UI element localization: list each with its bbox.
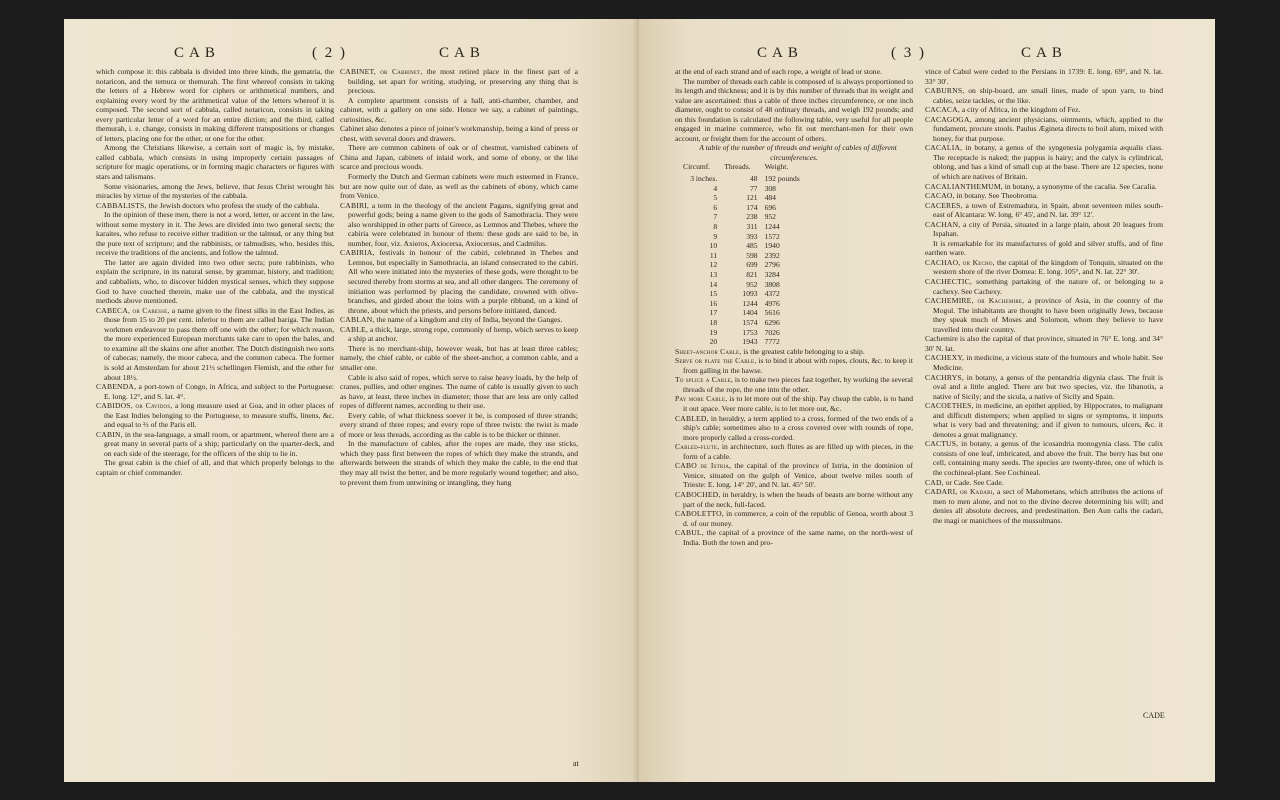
table-cell: 3284	[764, 270, 780, 279]
table-cell: 7772	[764, 337, 780, 347]
entry-text: a thick, large, strong rope, commonly of hemp, which serves to keep a ship at anchor.	[348, 324, 578, 344]
dictionary-entry	[675, 528, 913, 547]
entry-headword: Serve or plate the Cable,	[675, 356, 757, 366]
table-row	[683, 174, 807, 184]
entry-headword: CACOETHES,	[925, 401, 974, 411]
table-row	[683, 222, 807, 232]
entry-text: Every cable, of what thickness soever it be, is composed of three strands; every strand of three ropes; and every rope of three twists: the twist is made of more or less threads, according as the cable is to be thicker or thinner.	[340, 410, 578, 439]
entry-text: The latter are again divided into two other sects; pure rabbinists, who explain the scripture, in its natural sense, by grammar, history, and tradition; and cabbalists, who, to discover hidden mystical senses, which they suppose God to have couched therein, make use of the cabbala, and the mystical methods above mentioned.	[96, 257, 334, 306]
left-page-column-2	[340, 67, 578, 767]
entry-headword: Pay more Cable,	[675, 394, 728, 404]
paragraph	[925, 67, 1163, 86]
table-cell: 308	[764, 183, 776, 193]
entry-text: in architecture, such flutes as are filled up with pieces, in the form of a cable.	[683, 442, 913, 461]
entry-text: in heraldry, is when the heads of beasts are borne without any part of the neck, full-faced.	[683, 489, 913, 509]
entry-text: Formerly the Dutch and German cabinets were much esteemed in France, but are now quite out of date, as well as the cabinets of ebony, which came from Venice.	[340, 172, 578, 201]
entry-text: in botany. See Theobroma.	[954, 191, 1038, 201]
entry-headword: CACALIA,	[925, 143, 963, 153]
entry-headword: CABURNS,	[925, 86, 965, 96]
table-cell: 11	[709, 250, 718, 260]
table-row	[683, 280, 807, 290]
dictionary-entry	[675, 490, 913, 509]
table-cell: 696	[764, 202, 776, 212]
entry-headword: CABLE,	[340, 324, 368, 334]
paragraph	[96, 210, 334, 258]
dictionary-entry	[925, 258, 1163, 277]
entry-text: a city of Africa, in the kingdom of Fez.	[959, 105, 1081, 115]
entry-text: is to bind it about with ropes, clouts, &c. to keep it from galling in the hawse.	[683, 356, 913, 375]
entry-headword: CACAGOGA,	[925, 114, 972, 124]
entry-text: the capital of the kingdom of Tonquin, situated on the western shore of the river Domea: E. long. 105°, and N. lat. 22° 30'.	[933, 257, 1163, 277]
paragraph	[96, 67, 334, 143]
table-cell: 484	[764, 193, 776, 203]
entry-text: a province of Asia, in the country of the Mogul. The inhabitants are thought to have been originally Jews, because they speak much of Moses and Solomon, whom they believe to have travelled into their country.	[933, 296, 1163, 334]
table-cell: 952	[764, 212, 776, 222]
table-cell: 12	[709, 260, 718, 270]
table-row	[683, 203, 807, 213]
dictionary-entry	[340, 248, 578, 315]
table-cell: 7026	[764, 327, 780, 337]
table-cell: 121	[746, 193, 758, 203]
entry-text: vince of Cabul were ceded to the Persians in 1739: E. long. 69°, and N. lat. 33° 30'.	[925, 67, 1163, 86]
table-row	[683, 184, 807, 194]
dictionary-entry	[925, 220, 1163, 239]
entry-text: or Cade. See Cade.	[943, 477, 1004, 487]
entry-headword: CADARI, or Kadari,	[925, 487, 995, 497]
entry-text: The number of threads each cable is composed of is always proportioned to its length and thickness; and it is by this number of threads that its weight and value are ascertained: thus a cable of three inches circumference, or one inch diameter, ought to consist of 48 ordinary threads, and weigh 192 pounds; and on this foundation is calculated the following table, very useful for all people engaged in marine commerce, who fit out merchant-men for their own account, or freight them for the account of others.	[675, 76, 913, 143]
entry-text: among ancient physicians, ointments, which, applied to the fundament, procure stools. Paulus Ægineta directs to boil alum, mixed with honey, for that purpose.	[933, 114, 1163, 143]
table-row	[683, 193, 807, 203]
paragraph	[925, 334, 1163, 353]
dictionary-entry	[675, 442, 913, 461]
table-cell: 4	[713, 183, 718, 193]
page-number: ( 3 )	[891, 45, 926, 61]
entry-headword: CABBALISTS,	[96, 200, 147, 210]
entry-headword: CACHAO, or Kecho,	[925, 257, 995, 267]
table-cell: 598	[746, 250, 758, 260]
dictionary-entry	[925, 201, 1163, 220]
table-cell: 3 inches.	[690, 174, 718, 184]
dictionary-entry	[925, 353, 1163, 372]
running-head-right: CAB	[439, 45, 485, 61]
paragraph	[96, 258, 334, 306]
table-cell: 1940	[764, 241, 780, 251]
dictionary-entry	[675, 461, 913, 490]
entry-text: the capital of the province of Istria, in the dominion of Venice, situated on the gulph of Venice, about twelve miles south of Trieste: E. long. 14° 20', and N. lat. 45° 50'.	[683, 461, 913, 490]
entry-text: the Jewish doctors who profess the study of the cabbala.	[146, 200, 320, 210]
dictionary-entry	[96, 306, 334, 382]
entry-headword: CABECA, or Cabesse,	[96, 305, 170, 315]
dictionary-entry	[96, 201, 334, 211]
table-cell: 1753	[742, 327, 758, 337]
entry-text: the most retired place in the finest part of a building, set apart for writing, studying, or preserving any thing that is precious.	[348, 67, 578, 96]
dictionary-entry	[675, 414, 913, 443]
entry-text: the capital of a province of the same name, on the north-west of India. Both the town and pro-	[683, 528, 913, 547]
entry-headword: CABLED,	[675, 413, 709, 423]
table-cell: 20	[709, 337, 718, 347]
entry-text: in medicine, a vicious state of the humours and whole habit. See Medicine.	[933, 353, 1163, 372]
dictionary-entry	[925, 373, 1163, 402]
entry-headword: CABIRIA,	[340, 248, 375, 258]
table-cell: 1943	[742, 337, 758, 347]
entry-headword: CABIRI,	[340, 200, 370, 210]
table-row	[683, 299, 807, 309]
entry-text: in commerce, a coin of the republic of Genoa, worth about 3 d. of our money.	[683, 509, 913, 528]
paragraph	[96, 143, 334, 181]
entry-headword: Sheet-anchor Cable,	[675, 346, 742, 356]
entry-text: The great cabin is the chief of all, and that which properly belongs to the captain or chief commander.	[96, 458, 334, 477]
entry-text: A complete apartment consists of a hall, anti-chamber, chamber, and cabinet, with a gallery on one side. Hence we say, a cabinet of paintings, curiosities, &c.	[340, 95, 578, 124]
entry-text: a town of Estremadura, in Spain, about seventeen miles south-east of Alcantara: W. long. 6° 45', and N. lat. 39° 12'.	[933, 200, 1163, 220]
table-cell: 311	[746, 222, 758, 232]
table-cell: 77	[749, 183, 758, 193]
dictionary-entry	[96, 430, 334, 459]
table-cell: 2392	[764, 250, 780, 260]
entry-headword: CABINET, or Cabbinet,	[340, 67, 423, 76]
entry-headword: CACHEXY,	[925, 353, 965, 363]
left-page-column-1	[96, 67, 334, 767]
table-row	[683, 318, 807, 328]
paragraph	[340, 96, 578, 125]
table-row	[683, 270, 807, 280]
table-cell: 5	[713, 193, 718, 203]
entry-headword: CAD,	[925, 477, 944, 487]
table-cell: 10	[709, 241, 718, 251]
dictionary-entry	[96, 382, 334, 401]
table-cell: 17	[709, 308, 718, 318]
entry-headword: To splice a Cable,	[675, 375, 733, 385]
table-cell: 1244	[764, 222, 780, 232]
entry-headword: CACACA,	[925, 105, 960, 115]
table-cell: 238	[746, 212, 758, 222]
entry-text: in botany, a genus of the pentandria digynia class. The fruit is oval and a little angled. There are but two species, viz. the libanotis, a native of Sicily; and the sicula, a native of Sicily and Spain.	[933, 372, 1163, 401]
book-spread	[64, 19, 1215, 782]
paragraph	[340, 344, 578, 373]
table-cell: 18	[709, 317, 718, 327]
entry-headword: CACTUS,	[925, 439, 959, 449]
entry-headword: CABUL,	[675, 528, 704, 538]
dictionary-entry	[675, 509, 913, 528]
left-page	[64, 19, 639, 782]
entry-headword: CACHEMIRE, or Kachemire,	[925, 296, 1025, 306]
table-row	[683, 241, 807, 251]
entry-text: in medicine, an epithet applied, by Hippocrates, to malignant and difficult distempers; when applied to signs or symptoms, it imports what is very bad and threatening; and if given to tumours, ulcers, &c. it denotes a great malignancy.	[933, 401, 1163, 439]
cable-table	[683, 162, 807, 346]
entry-headword: CACHECTIC,	[925, 277, 972, 287]
paragraph	[340, 172, 578, 201]
dictionary-entry	[340, 315, 578, 325]
dictionary-entry	[925, 401, 1163, 439]
paragraph	[340, 143, 578, 172]
table-cell: 1244	[742, 298, 758, 308]
dictionary-entry	[675, 356, 913, 375]
entry-headword: CABOLETTO,	[675, 509, 724, 519]
entry-text: which compose it: this cabbala is divided into three kinds, the gematria, the notaricon, and the temura or themurah. The first whereof consists in taking the letters of a Hebrew word for ciphers or arithmetical numbers, and explaining every word by the arithmetical value of the letters whereof it is composed. The second sort of cabbala, called notaricon, consists in taking every particular letter of a word for an entire diction; and the third, called themurah, i. e. change, consists in making different transpositions or changes of letters, placing one for the other, or one for the other.	[96, 67, 334, 143]
entry-text: festivals in honour of the cabiri, celebrated in Thebes and Lemnos, but especially in Samothracia, an island consecrated to the cabiri. All who were initiated into the mysteries of these gods, were thought to be secured thereby from storms at sea, and all other dangers. The ceremony of initiation was performed by placing the candidate, crowned with olive-branches, and girded about the loins with a purple ribband, on a kind of throne, about which the priests, and persons before initiated, danced.	[348, 248, 578, 315]
table-cell: 9	[713, 231, 718, 241]
entry-text: on ship-board, are small lines, made of spun yarn, to bind cables, seize tackles, or the like.	[933, 86, 1163, 105]
entry-headword: CACHAN,	[925, 219, 961, 229]
running-head-right: CAB	[1021, 45, 1067, 61]
dictionary-entry	[925, 143, 1163, 181]
entry-text: a term in the theology of the ancient Pagans, signifying great and powerful gods; being a name given to the gods of Samothracia. They were also worshipped in other parts of Greece, as Lemnos and Thebes, where the cabiria were celebrated in honour of them: these gods are said to be, in number, four, viz. Axieros, Axiocersa, Axiocersus, and Cadmilus.	[348, 200, 578, 248]
table-row	[683, 251, 807, 261]
entry-headword: CABENDA,	[96, 382, 137, 392]
table-cell: 48	[749, 174, 758, 184]
entry-text: something partaking of the nature of, or belonging to a cachexy. See Cachexy.	[933, 277, 1163, 296]
table-cell: 3808	[764, 279, 780, 289]
dictionary-entry	[340, 67, 578, 96]
table-cell: 14	[709, 279, 718, 289]
paragraph	[96, 458, 334, 477]
catchword: CADE	[1143, 711, 1165, 720]
table-cell: 15	[709, 289, 718, 299]
entry-headword: CACHRYS,	[925, 372, 964, 382]
table-cell: 4372	[764, 289, 780, 299]
entry-text: at the end of each strand and of each rope, a weight of lead or stone.	[675, 67, 882, 76]
table-cell: 952	[746, 279, 758, 289]
dictionary-entry	[925, 277, 1163, 296]
table-row	[683, 260, 807, 270]
table-cell: 699	[746, 260, 758, 270]
entry-text: There is no merchant-ship, however weak, but has at least three cables; namely, the chief cable, or cable of the sheet-anchor, a common cable, and a smaller one.	[340, 343, 578, 372]
entry-headword: CABIDOS, or Cavidos,	[96, 401, 173, 411]
table-header: Weight.	[764, 162, 789, 172]
table-title: A table of the number of threads and weight of cables of different circumferences.	[699, 143, 897, 162]
table-cell: 1093	[742, 289, 758, 299]
entry-text: a name given to the finest silks in the East Indies, as those from 15 to 20 per cent. inferior to them are called bariga. The Indian workmen endeavour to pass them off one with the other; for which reason, the more experienced European merchants take care to open the bales, and to examine all the skains one after another. The Dutch distinguish two sorts of cabecas; namely, the moor cabeca, and the common cabeca. The former is sold at Amsterdam for about 21½ schellingen Flemish, and the other for about 18½.	[104, 305, 334, 382]
table-cell: 1572	[764, 231, 780, 241]
entry-headword: CACERES,	[925, 200, 963, 210]
paragraph	[340, 439, 578, 487]
table-cell: 7	[713, 212, 718, 222]
dictionary-entry	[925, 182, 1163, 192]
dictionary-entry	[340, 201, 578, 249]
dictionary-entry	[925, 439, 1163, 477]
table-cell: 192 pounds	[764, 174, 800, 184]
entry-text: Cable is also said of ropes, which serve to raise heavy loads, by the help of cranes, pullies, and other engines. The name of cable is usually given to such as have, at least, three inches in diameter; those that are less are only called ropes of different names, according to their use.	[340, 372, 578, 411]
table-cell: 1404	[742, 308, 758, 318]
paragraph	[340, 373, 578, 411]
paragraph	[340, 124, 578, 143]
table-cell: 2796	[764, 260, 780, 270]
table-cell: 16	[709, 298, 718, 308]
entry-text: the name of a kingdom and city of India, beyond the Ganges.	[374, 315, 563, 325]
dictionary-entry	[925, 487, 1163, 525]
table-cell: 5616	[764, 308, 780, 318]
dictionary-entry	[675, 347, 913, 357]
entry-text: It is remarkable for its manufactures of gold and silver stuffs, and of fine earthen ware.	[925, 238, 1163, 258]
entry-text: In the opinion of these men, there is not a word, letter, or accent in the law, without some mystery in it. The Jews are divided into two general sects; the karaites, who refuse to receive either tradition or the talmud, or any thing but the pure text of scripture; and the rabbinists, or talmudists, who, besides this, receive the traditions of the ancients, and follow the talmud.	[96, 210, 334, 258]
entry-text: Among the Christians likewise, a certain sort of magic is, by mistake, called cabbala, which consists in using improperly certain passages of scripture for magic operations, or in forming magic characters or figures with stars and talismans.	[96, 143, 334, 182]
dictionary-entry	[925, 296, 1163, 334]
catchword: at	[573, 759, 579, 768]
dictionary-entry	[675, 394, 913, 413]
table-row	[683, 289, 807, 299]
running-head-left: CAB	[174, 45, 220, 61]
entry-text: Cachemire is also the capital of that province, situated in 76° E. long. and 34° 30' N. lat.	[925, 334, 1163, 353]
table-row	[683, 232, 807, 242]
table-row	[683, 337, 807, 347]
paragraph	[675, 67, 913, 77]
entry-text: in heraldry, a term applied to a cross, formed of the two ends of a ship's cable; sometimes also to a cross covered over with rounds of rope, more properly called a cross-corded.	[683, 413, 913, 442]
entry-text: is to let more out of the ship. Pay cheap the cable, is to hand it out apace. Veer more cable, is to let more out, &c.	[683, 394, 913, 414]
running-head-left: CAB	[757, 45, 803, 61]
entry-text: a port-town of Congo, in Africa, and subject to the Portuguese: E. long. 12°, and S. lat. 4°.	[104, 382, 334, 401]
entry-text: a long measure used at Goa, and in other places of the East Indies belonging to the Portuguese, to measure stuffs, linens, &c. and equal to ⅔ of the Paris ell.	[104, 401, 334, 430]
entry-text: a city of Persia, situated in a large plain, about 20 leagues from Ispahan.	[933, 219, 1163, 239]
page-number: ( 2 )	[312, 45, 347, 61]
paragraph	[675, 77, 913, 144]
table-cell: 6	[713, 202, 718, 212]
table-header: Threads.	[724, 162, 751, 172]
table-cell: 8	[713, 222, 718, 232]
table-row	[683, 212, 807, 222]
entry-text: Cabinet also denotes a piece of joiner's workmanship, being a kind of press or chest, with several doors and drawers.	[340, 124, 578, 143]
dictionary-entry	[675, 375, 913, 394]
right-page-column-1	[675, 67, 913, 767]
entry-headword: CACALIANTHEMUM,	[925, 181, 1003, 191]
table-cell: 393	[746, 231, 758, 241]
paragraph	[340, 411, 578, 440]
entry-text: in the sea-language, a small room, or apartment, whereof there are a great many in several parts of a ship; particularly on the quarter-deck, and on each side of the steerage, for the officers of the ship to lie in.	[104, 429, 334, 458]
dictionary-entry	[925, 115, 1163, 144]
table-cell: 821	[746, 270, 758, 279]
entry-text: is the greatest cable belonging to a ship.	[741, 346, 865, 356]
entry-text: a sect of Mahometans, which attributes the actions of men to men alone, and not to the divine decree determining his will; and denies all absolute decrees, and predestination. Ben Aun calls the cadari, the magi or manichees of the mussulmans.	[933, 487, 1163, 525]
paragraph	[96, 182, 334, 201]
table-header: Circumf.	[683, 162, 711, 172]
dictionary-entry	[925, 86, 1163, 105]
entry-text: in botany, a genus of the syngenesia polygamia æqualis class. The receptacle is naked; the pappus is hairy; and the calyx is cylindrical, oblong, and has a kind of small cup at the base. There are 12 species, none of which are natives of Britain.	[933, 143, 1163, 182]
table-row	[683, 308, 807, 318]
entry-headword: CABIN,	[96, 429, 123, 439]
entry-headword: CABO de Istria,	[675, 461, 732, 471]
table-cell: 485	[746, 241, 758, 251]
table-cell: 4976	[764, 298, 780, 308]
entry-headword: CACAO,	[925, 191, 955, 201]
entry-text: Some visionaries, among the Jews, believe, that Jesus Christ wrought his miracles by virtue of the mysteries of the cabbala.	[96, 181, 334, 201]
entry-text: In the manufacture of cables, after the ropes are made, they use sticks, which they pass first between the ropes of which they make the strands, and afterwards between the strands of which they make the cable, to the end that they may all twist the better, and be more regularly wound together; and also, to prevent them from untwining or intangling, they hang	[340, 439, 578, 487]
dictionary-entry	[925, 478, 1163, 488]
table-cell: 1574	[742, 317, 758, 327]
dictionary-entry	[96, 401, 334, 430]
right-page	[639, 19, 1215, 782]
table-row	[683, 328, 807, 338]
dictionary-entry	[925, 105, 1163, 115]
table-cell: 19	[709, 327, 718, 337]
table-cell: 174	[746, 202, 758, 212]
entry-headword: CABLAN,	[340, 315, 375, 325]
right-page-column-2	[925, 67, 1163, 767]
entry-headword: CABOCHED,	[675, 489, 721, 499]
entry-headword: Cabled-flute,	[675, 442, 720, 452]
dictionary-entry	[925, 191, 1163, 201]
table-cell: 6296	[764, 317, 780, 327]
dictionary-entry	[340, 325, 578, 344]
entry-text: in botany, a synonyme of the cacalia. See Cacalia.	[1002, 181, 1157, 191]
entry-text: in botany, a genus of the icosandria monogynia class. The calix consists of one leaf, imbricated, and above the fruit. The berry has but one cell, containing many seeds. The species are twenty-three, one of which is the cochineal-plant. See Cochineal.	[933, 439, 1163, 477]
table-cell: 13	[709, 270, 718, 279]
entry-text: There are common cabinets of oak or of chestnut, varnished cabinets of China and Japan, cabinets of inlaid work, and some of ebony, or the like scarce and precious woods.	[340, 143, 578, 172]
entry-text: is to make two pieces fast together, by working the several threads of the rope, the one into the other.	[683, 375, 913, 394]
paragraph	[925, 239, 1163, 258]
